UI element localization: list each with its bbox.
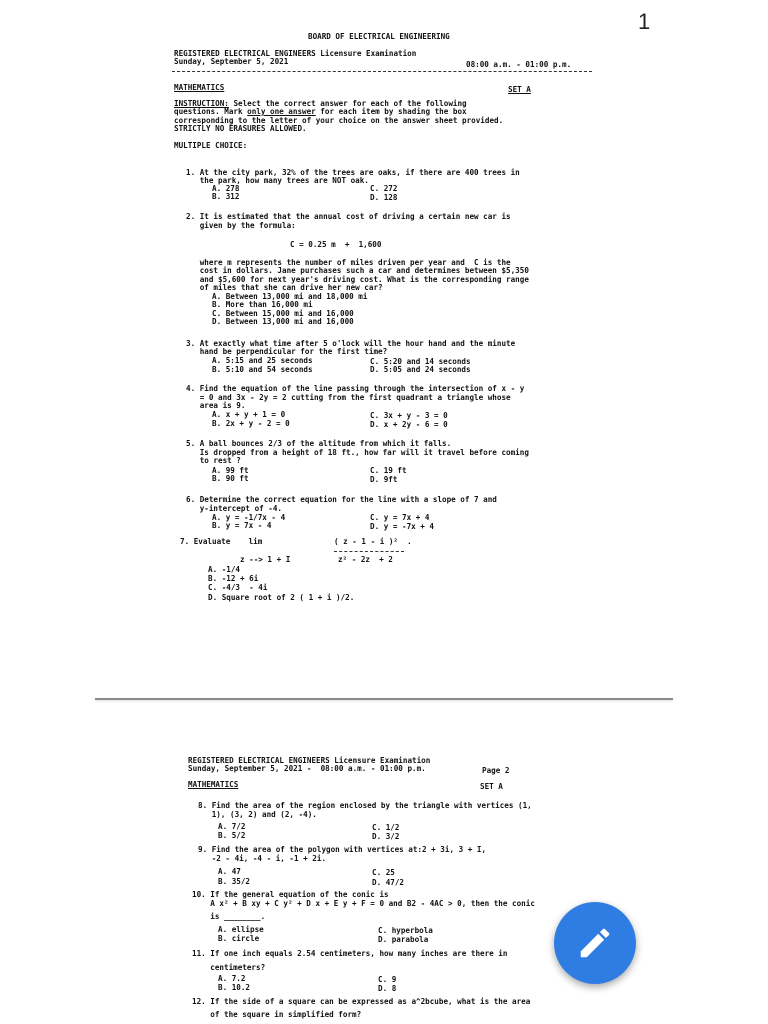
question-7-choice-a: A. -1/4 xyxy=(208,565,241,574)
question-8-choice-b: B. 5/2 xyxy=(218,831,246,840)
board-title: BOARD OF ELECTRICAL ENGINEERING xyxy=(308,32,450,41)
question-1-choice-a: A. 278 xyxy=(212,184,240,193)
exam-title: REGISTERED ELECTRICAL ENGINEERS Licensure Examination xyxy=(174,49,417,58)
question-4-choice-b: B. 2x + y - 2 = 0 xyxy=(212,419,290,428)
page-2-number: Page 2 xyxy=(482,766,510,775)
question-2-choice-b: B. More than 16,000 mi xyxy=(212,300,313,309)
question-6-line-1: 6. Determine the correct equation for the line with a slope of 7 and xyxy=(186,495,497,504)
question-4-choice-c: C. 3x + y - 3 = 0 xyxy=(370,411,448,420)
page-2-exam-title: REGISTERED ELECTRICAL ENGINEERS Licensure Examination xyxy=(188,756,431,765)
question-1-choice-d: D. 128 xyxy=(370,193,398,202)
instruction-line-4: STRICTLY NO ERASURES ALLOWED. xyxy=(174,124,307,133)
question-7-numerator: ( z - 1 - i )² . xyxy=(334,537,412,546)
question-6-line-2: y-intercept of -4. xyxy=(186,504,283,513)
question-2-line-5: and $5,600 for next year's driving cost. What is the corresponding range xyxy=(186,275,529,284)
question-8-line-1: 8. Find the area of the region enclosed by the triangle with vertices (1, xyxy=(198,801,532,810)
question-2-line-4: cost in dollars. Jane purchases such a car and determines between $5,350 xyxy=(186,266,529,275)
question-5-choice-b: B. 90 ft xyxy=(212,474,249,483)
question-2-choice-c: C. Between 15,000 mi and 16,000 xyxy=(212,309,354,318)
question-5-line-3: to rest ? xyxy=(186,456,241,465)
question-1-line-2: the park, how many trees are NOT oak. xyxy=(186,176,369,185)
question-7-denominator: z² - 2z + 2 xyxy=(338,555,393,564)
question-8-choice-c: C. 1/2 xyxy=(372,823,400,832)
question-2-formula: C = 0.25 m + 1,600 xyxy=(290,240,382,249)
set-label: SET A xyxy=(508,85,531,94)
question-2-line-2: given by the formula: xyxy=(186,221,296,230)
question-1-choice-b: B. 312 xyxy=(212,192,240,201)
question-11-choice-a: A. 7.2 xyxy=(218,974,246,983)
page-2-set: SET A xyxy=(480,782,503,791)
question-2-line-3: where m represents the number of miles driven per year and C is the xyxy=(186,258,511,267)
question-5-choice-a: A. 99 ft xyxy=(212,466,249,475)
question-12-line-2: of the square in simplified form? xyxy=(192,1010,362,1019)
instruction-label: INSTRUCTION: xyxy=(174,99,229,108)
page-number: 1 xyxy=(638,9,651,34)
section-label: MULTIPLE CHOICE: xyxy=(174,141,248,150)
question-10-choice-b: B. circle xyxy=(218,934,260,943)
question-12-line-1: 12. If the side of a square can be expressed as a^2bcube, what is the area xyxy=(192,997,531,1006)
question-2-line-6: of miles that she can drive her new car? xyxy=(186,283,383,292)
page-2-date-time: Sunday, September 5, 2021 - 08:00 a.m. - 01:00 p.m. xyxy=(188,764,426,773)
question-5-choice-c: C. 19 ft xyxy=(370,466,407,475)
instruction-text-2c: for each item by shading the box xyxy=(315,107,467,116)
question-10-choice-a: A. ellipse xyxy=(218,925,264,934)
question-7-choice-c: C. -4/3 - 4i xyxy=(208,583,268,592)
question-7-choice-d: D. Square root of 2 ( 1 + i )/2. xyxy=(208,593,355,602)
question-9-choice-d: D. 47/2 xyxy=(372,878,405,887)
question-7-choice-b: B. -12 + 6i xyxy=(208,574,259,583)
question-3-choice-a: A. 5:15 and 25 seconds xyxy=(212,356,313,365)
question-11-choice-b: B. 10.2 xyxy=(218,983,251,992)
question-11-choice-d: D. 8 xyxy=(378,984,397,993)
question-9-line-1: 9. Find the area of the polygon with vertices at:2 + 3i, 3 + I, xyxy=(198,845,487,854)
question-7-label: 7. Evaluate lim xyxy=(180,537,263,546)
question-10-line-2: A x² + B xy + C y² + D x + E y + F = 0 and B2 - 4AC > 0, then the conic xyxy=(192,899,535,908)
question-9-choice-a: A. 47 xyxy=(218,867,241,876)
question-9-choice-c: C. 25 xyxy=(372,868,395,877)
question-3-choice-c: C. 5:20 and 14 seconds xyxy=(370,357,471,366)
question-11-line-1: 11. If one inch equals 2.54 centimeters, how many inches are there in xyxy=(192,949,508,958)
edit-button[interactable] xyxy=(554,902,636,984)
question-2-choice-a: A. Between 13,000 mi and 18,000 mi xyxy=(212,292,368,301)
instruction-text-2a: questions. Mark xyxy=(174,107,248,116)
question-10-choice-c: C. hyperbola xyxy=(378,926,433,935)
pencil-icon xyxy=(576,924,614,962)
question-3-line-1: 3. At exactly what time after 5 o'lock will the hour hand and the minute xyxy=(186,339,516,348)
question-3-choice-d: D. 5:05 and 24 seconds xyxy=(370,365,471,374)
subject-label: MATHEMATICS xyxy=(174,83,225,92)
page-divider xyxy=(95,698,673,700)
question-5-choice-d: D. 9ft xyxy=(370,475,398,484)
question-7-fraction-bar xyxy=(334,551,404,552)
question-6-choice-a: A. y = -1/7x - 4 xyxy=(212,513,286,522)
question-3-choice-b: B. 5:10 and 54 seconds xyxy=(212,365,313,374)
question-5-line-2: Is dropped from a height of 18 ft., how far will it travel before coming xyxy=(186,448,529,457)
instruction-text-1: Select the correct answer for each of the following xyxy=(228,99,467,108)
question-2-choice-d: D. Between 13,000 mi and 16,000 xyxy=(212,317,354,326)
question-5-line-1: 5. A ball bounces 2/3 of the altitude from which it falls. xyxy=(186,439,452,448)
question-11-line-2: centimeters? xyxy=(192,963,266,972)
question-4-choice-d: D. x + 2y - 6 = 0 xyxy=(370,420,448,429)
question-4-line-1: 4. Find the equation of the line passing through the intersection of x - y xyxy=(186,384,525,393)
question-11-choice-c: C. 9 xyxy=(378,975,397,984)
question-9-line-2: -2 - 4i, -4 - i, -1 + 2i. xyxy=(198,854,327,863)
question-4-choice-a: A. x + y + 1 = 0 xyxy=(212,410,286,419)
instruction-line-3: corresponding to the letter of your choice on the answer sheet provided. xyxy=(174,116,504,125)
question-10-line-1: 10. If the general equation of the conic is xyxy=(192,890,389,899)
question-8-choice-a: A. 7/2 xyxy=(218,822,246,831)
question-6-choice-b: B. y = 7x - 4 xyxy=(212,521,272,530)
exam-date: Sunday, September 5, 2021 xyxy=(174,57,289,66)
question-9-choice-b: B. 35/2 xyxy=(218,877,251,886)
question-7-limit: z --> 1 + I xyxy=(240,555,291,564)
page-2-subject: MATHEMATICS xyxy=(188,780,239,789)
question-4-line-3: area is 9. xyxy=(186,401,246,410)
question-10-choice-d: D. parabola xyxy=(378,935,429,944)
question-3-line-2: hand be perpendicular for the first time? xyxy=(186,347,388,356)
question-6-choice-d: D. y = -7x + 4 xyxy=(370,522,435,531)
exam-time: 08:00 a.m. - 01:00 p.m. xyxy=(466,60,572,69)
question-1-line-1: 1. At the city park, 32% of the trees are oaks, if there are 400 trees in xyxy=(186,168,520,177)
question-10-line-3: is ________. xyxy=(192,912,266,921)
question-8-line-2: 1), (3, 2) and (2, -4). xyxy=(198,810,317,819)
question-8-choice-d: D. 3/2 xyxy=(372,832,400,841)
question-4-line-2: = 0 and 3x - 2y = 2 cutting from the first quadrant a triangle whose xyxy=(186,393,511,402)
question-6-choice-c: C. y = 7x + 4 xyxy=(370,513,430,522)
question-1-choice-c: C. 272 xyxy=(370,184,398,193)
question-2-line-1: 2. It is estimated that the annual cost of driving a certain new car is xyxy=(186,212,511,221)
header-rule xyxy=(172,71,592,72)
instruction-text-2b: only one answer xyxy=(247,107,316,116)
